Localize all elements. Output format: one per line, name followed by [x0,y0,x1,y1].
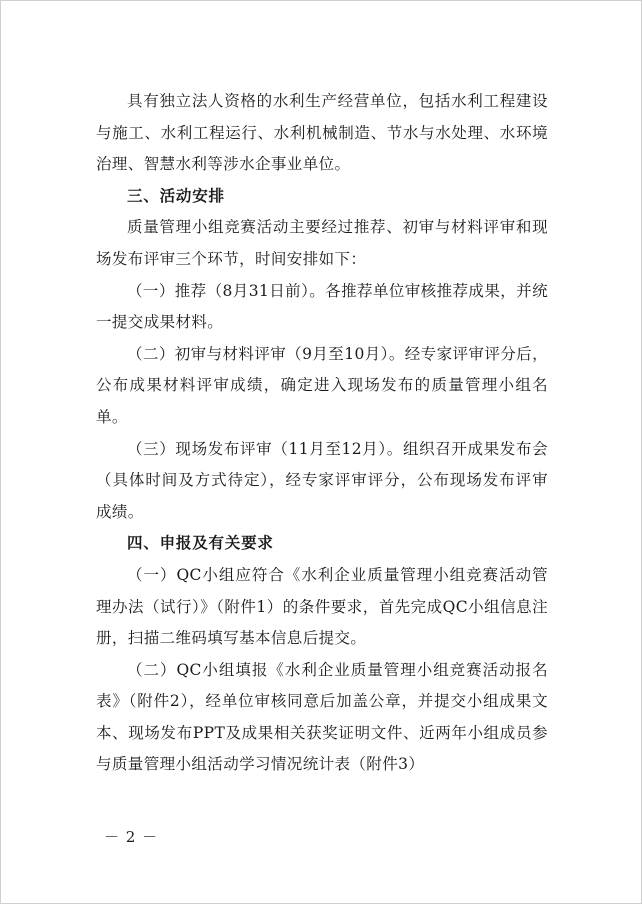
paragraph-schedule-intro: 质量管理小组竞赛活动主要经过推荐、初审与材料评审和现场发布评审三个环节，时间安排如下： [96,218,548,268]
heading-activity-schedule: 三、活动安排 [127,186,225,205]
paragraph-eligible-units: 具有独立法人资格的水利生产经营单位，包括水利工程建设与施工、水利工程运行、水利机械制造、节水与水处理、水环境治理、智慧水利等涉水企事业单位。 [96,92,548,174]
document-body [96,86,548,781]
paragraph-recommendation: （一）推荐（8月31日前）。各推荐单位审核推荐成果，并统一提交成果材料。 [96,281,548,332]
heading-application-requirements: 四、申报及有关要求 [127,534,274,553]
paragraph-preliminary-review: （二）初审与材料评审（9月至10月）。经专家评审评分后，公布成果材料评审成绩，确定进入现场发布的质量管理小组名单。 [96,344,548,426]
paragraph-onsite-review: （三）现场发布评审（11月至12月）。组织召开成果发布会（具体时间及方式待定），经专家评审评分，公布现场发布评审成绩。 [96,439,548,521]
paragraph-requirement-2: （二）QC小组填报《水利企业质量管理小组竞赛活动报名表》（附件2），经单位审核同意后加盖公章，并提交小组成果文本、现场发布PPT及成果相关获奖证明文件、近两年小组成员参与质量管理小组活动学习情况统计表（附件3） [96,660,548,774]
page-number: － 2 － [104,828,159,846]
paragraph-requirement-1: （一）QC小组应符合《水利企业质量管理小组竞赛活动管理办法（试行）》（附件1）的条件要求，首先完成QC小组信息注册，扫描二维码填写基本信息后提交。 [96,565,548,648]
